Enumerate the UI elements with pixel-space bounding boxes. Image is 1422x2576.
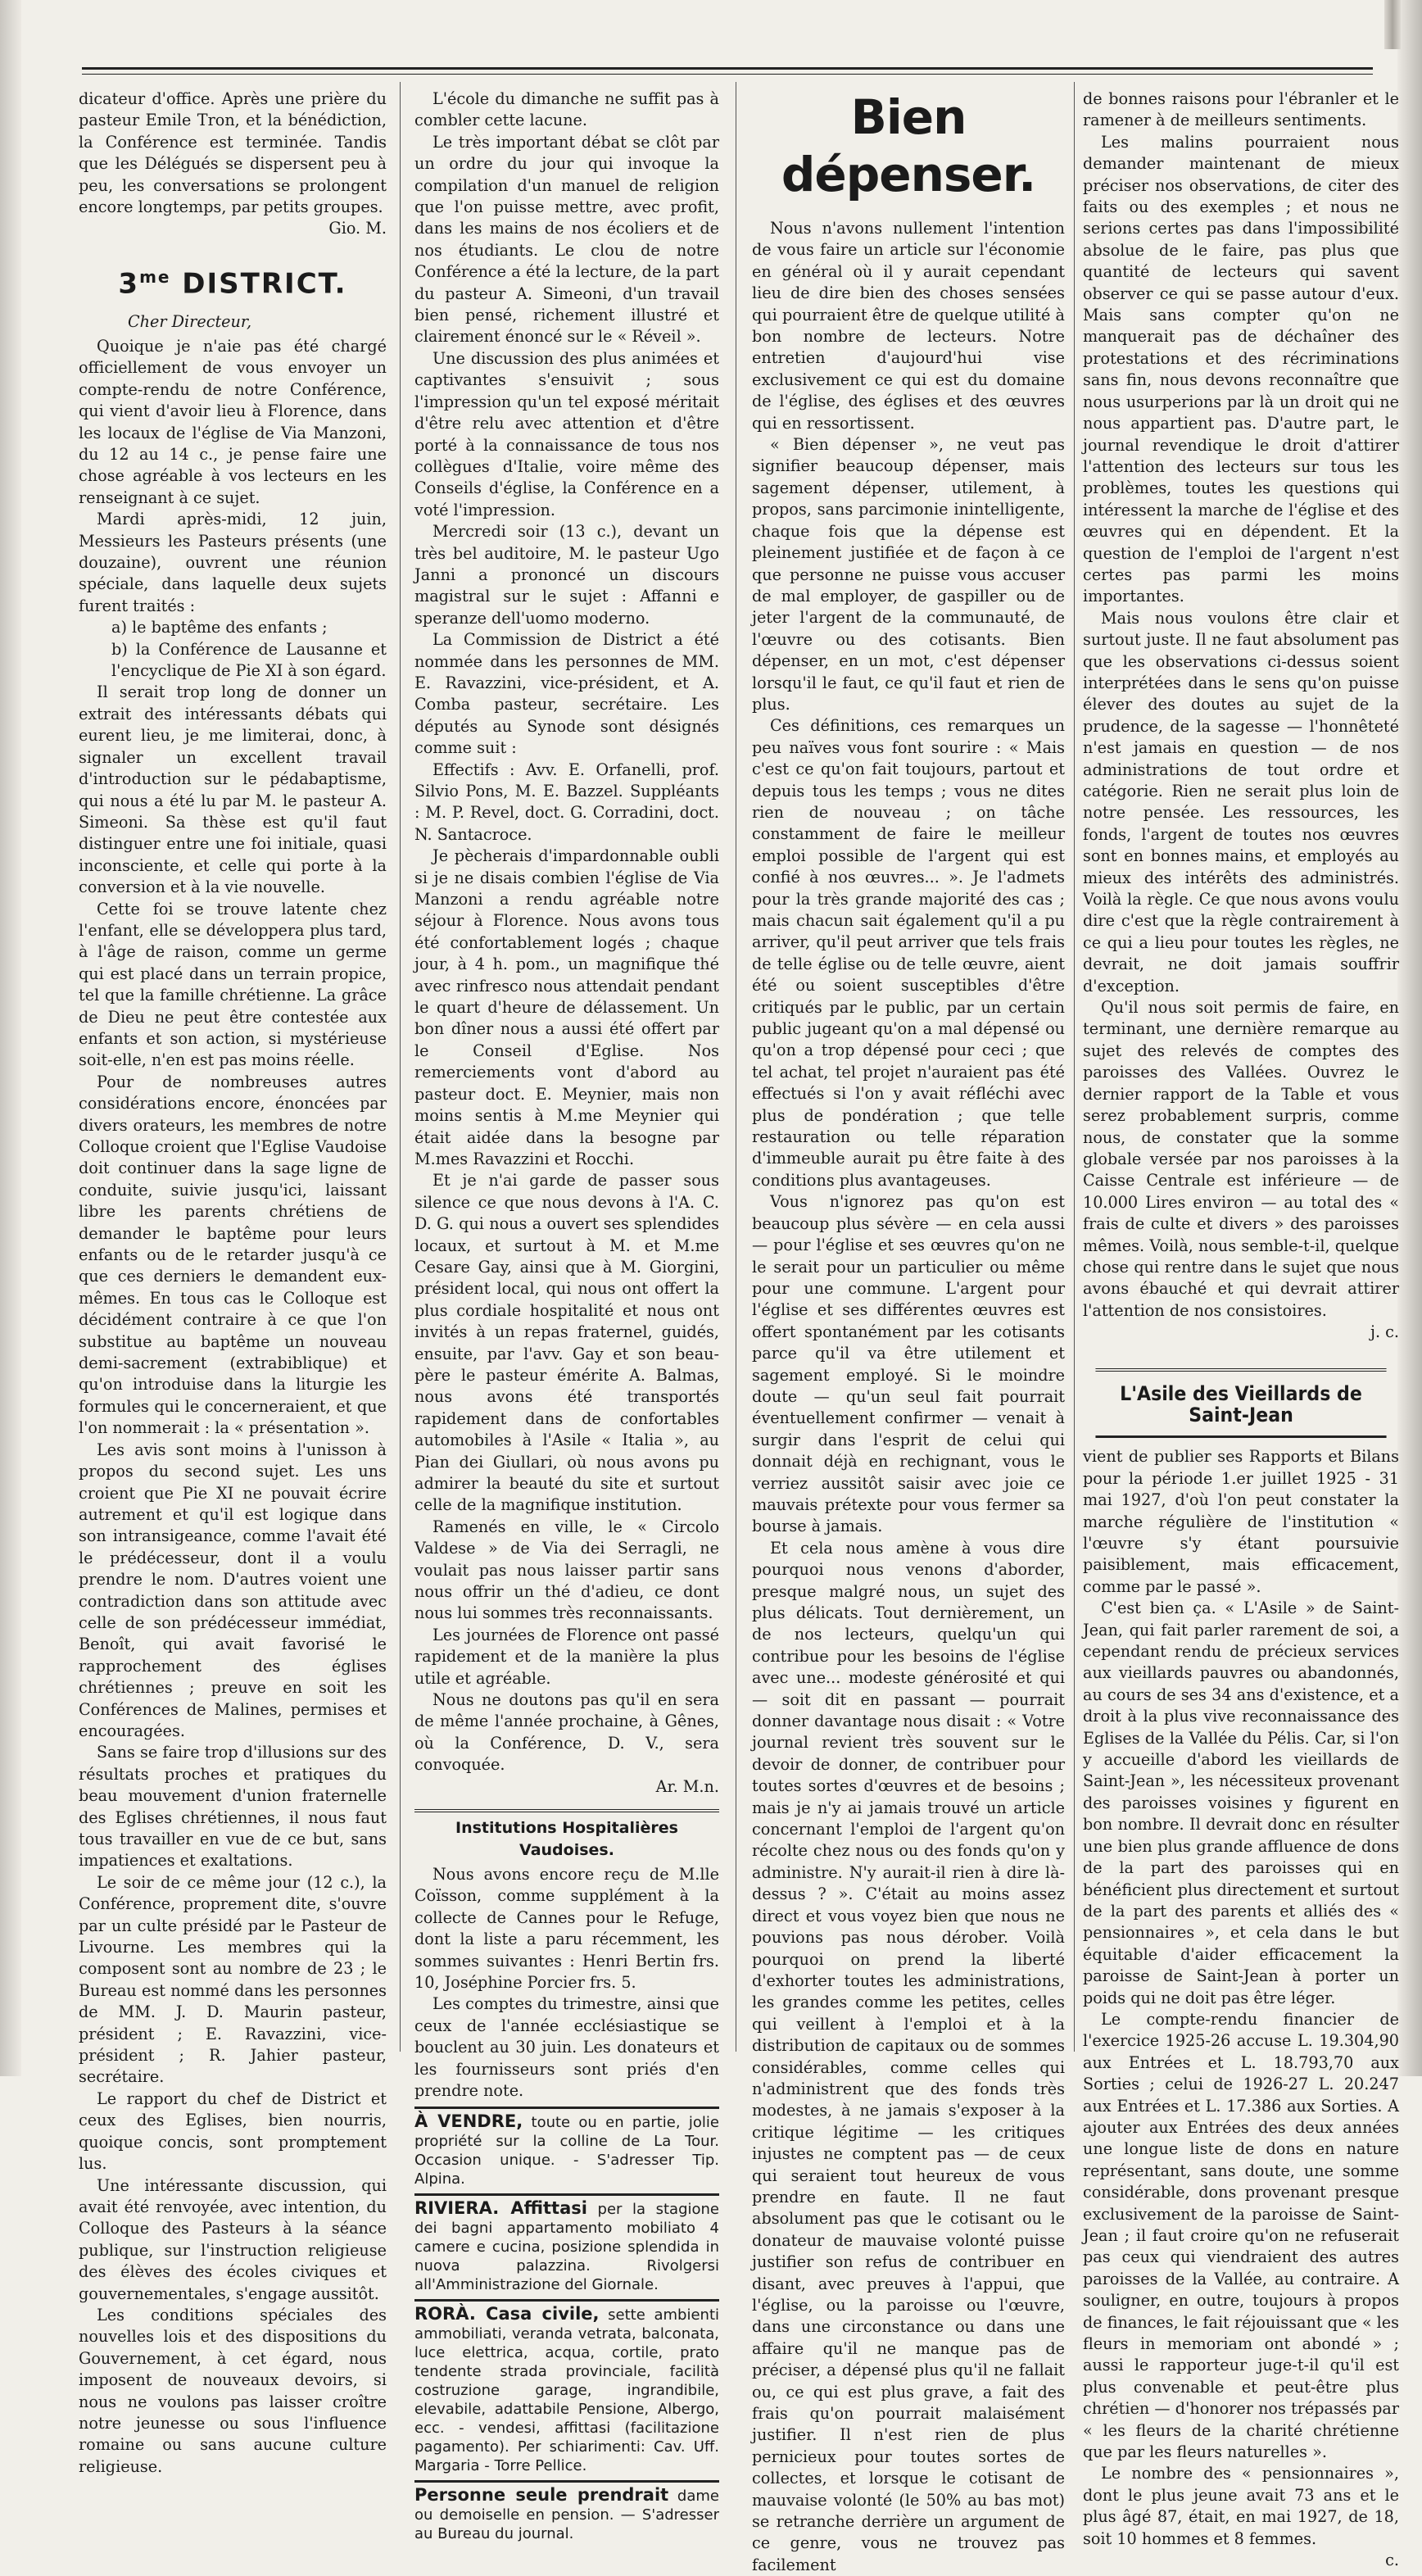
section-title: $3^{me}$ DISTRICT.	[118, 266, 347, 301]
paragraph: dicateur d'office. Après une prière du pasteur Emile Tron, et la bénédiction, la Conférence est terminée. Tandis que les Délégués se dispersent peu à peu, les conversations se prolongent encore longtemps, par petits groupes.	[79, 89, 387, 217]
paragraph: Sans se faire trop d'illusions sur des résultats proches et pratiques du beau mouvement d'union fraternelle des Eglises chrétiennes, il nous faut tous travailler en vue de ce but, sans impatiences et exaltations.	[79, 1743, 387, 1871]
paragraph: Une discussion des plus animées et captivantes s'ensuivit ; sous l'impression qu'un tel exposé méritait d'être relu avec attention et d'être porté à la connaissance de tous nos collègues d'Italie, voire même des Conseils d'église, la Conférence en a voté l'impression.	[414, 348, 719, 519]
signature: c.	[1385, 2551, 1399, 2570]
ad-heading: RIVIERA. Affittasi	[414, 2198, 587, 2219]
institutions-notice	[414, 1809, 719, 2102]
paragraph: Une intéressante discussion, qui avait été renvoyée, avec intention, du Colloque des Pasteurs à la séance publique, sur l'instruction religieuse des élèves des écoles civiques et gouvernementales, s'engage aussitôt.	[79, 2175, 387, 2303]
paragraph: Ramenés en ville, le « Circolo Valdese » de Via dei Serragli, ne voulait pas nous laisser partir sans nous offrir un thé d'adieu, ce dont nous lui sommes très reconnaissants.	[414, 1517, 719, 1623]
column-1	[79, 88, 387, 2478]
paragraph: Mercredi soir (13 c.), devant un très bel auditoire, M. le pasteur Ugo Janni a prononcé un discours magistral sur le sujet : Affanni e speranze dell'uomo moderno.	[414, 522, 719, 628]
paragraph: Et cela nous amène à vous dire pourquoi nous venons d'aborder, presque malgré nous, un sujet des plus délicats. Tout dernièrement, un de nos lecteurs, quelqu'un qui contribue pour les besoins de l'église avec une... modeste générosité et qui — soit dit en passant — pourrait donner davantage nous disait : « Votre journal revient très souvent sur le devoir de donner, de contribuer pour toutes sortes d'œuvres et de besoins ; mais je n'y ai jamais trouvé un article concernant l'emploi de l'argent qu'on récolte chez nous ou des fonds qu'on y administre. N'y aurait-il rien à dire là-dessus ? ». C'était au moins assez direct et vous voyez bien que nous ne pouvions pas nous dérober. Voilà pourquoi on prend la liberté d'exhorter toutes les administrations, les grandes comme les petites, celles qui veillent à l'emploi et à la distribution de capitaux ou de sommes considérables, comme celles qui n'administrent que des fonds très modestes, à ne jamais s'exposer à la critique légitime — les critiques injustes ne comptent pas — de ceux qui seraient tout heureux de vous prendre en faute. Il ne faut absolument pas que le cotisant ou le donateur de mauvaise volonté puisse justifier son refus de contribuer en disant, avec preuves à l'appui, que l'église, ou la paroisse ou l'œuvre, dans une circonstance ou dans une affaire qu'il ne manque pas de préciser, a dépensé plus qu'il ne fallait ou, ce qui est plus grave, a fait des frais qu'on pourrait malaisément justifier. Il n'est rien de plus pernicieux pour toutes sortes de collectes, et lorsque le cotisant de mauvaise volonté (le 50% au bas mot) se retranche derrière un argument de ce genre, vous ne trouvez pas facilement	[752, 1538, 1065, 2574]
greeting: Cher Directeur,	[128, 311, 252, 331]
paragraph: Les avis sont moins à l'unisson à propos du second sujet. Les uns croient que Pie XI ne pouvait écrire autrement et qu'il est logique dans son intransigeance, comme l'avait été le prédécesseur, dont il a voulu prendre le nom. D'autres voient une contradiction dans son attitude avec celle de son prédécesseur immédiat, Benoît, qui avait favorisé le rapprochement des églises chrétiennes ; preuve en soit les Conférences de Malines, permises et encouragées.	[79, 1440, 387, 1740]
column-3	[752, 88, 1065, 2576]
classified-ad	[414, 2107, 719, 2188]
asile-title: L'Asile des Vieillards de Saint-Jean	[1095, 1368, 1386, 1439]
classified-ad	[414, 2480, 719, 2543]
header-rule	[82, 67, 1373, 70]
column-2	[414, 88, 719, 2543]
paragraph: Les journées de Florence ont passé rapidement et de la manière la plus utile et agréable.	[414, 1625, 719, 1688]
ad-heading: À VENDRE,	[414, 2111, 523, 2132]
ad-text: toute ou en partie, jolie propriété sur la colline de La Tour. Occasion unique. - S'adresser Tip. Alpina.	[414, 2114, 719, 2188]
paragraph: Qu'il nous soit permis de faire, en terminant, une dernière remarque au sujet des relevés de comptes des paroisses des Vallées. Ouvrez le dernier rapport de la Table et vous serez probablement surpris, comme nous, de constater que la somme globale versée par nos paroisses à la Caisse Centrale est inférieure — de 10.000 Lires environ — au total des « frais de culte et divers » des paroisses mêmes. Voilà, nous semble-t-il, quelque chose qui rentre dans le sujet que nous avons ébauché et qui devrait attirer l'attention de nos consistoires.	[1083, 998, 1399, 1320]
notice-title: Institutions Hospitalières Vaudoises.	[455, 1819, 678, 1859]
signature: Ar. M.n.	[655, 1776, 719, 1796]
list-item: a) le baptême des enfants ;	[111, 618, 328, 637]
ad-text: sette ambienti ammobiliati, veranda vetrata, balconata, luce elettrica, acqua, cortile, prato tendente strada provinciale, facilità costruzione garage, ingrandibile, elevabile, adattabile Pensione, Albergo, ecc. - vendesi, affittasi (facilitazione pagamento). Per schiarimenti: Cav. Uff. Margaria - Torre Pellice.	[414, 2306, 719, 2475]
ad-heading: RORÀ. Casa civile,	[414, 2304, 600, 2324]
paragraph: « Bien dépenser », ne veut pas signifier beaucoup dépenser, mais sagement dépenser, utilement, à propos, sans parcimonie inintelligente, chaque fois que la dépense est pleinement justifiée et de façon à ce que personne ne puisse vous accuser de mal employer, de gaspiller ou de jeter l'argent de la communauté, de l'œuvre ou des cotisants. Bien dépenser, en un mot, c'est dépenser lorsqu'il le faut, ce qu'il faut et rien de plus.	[752, 435, 1065, 714]
header-rule-thin	[82, 74, 1373, 75]
paragraph: Nous ne doutons pas qu'il en sera de même l'année prochaine, à Gênes, où la Conférence, D. V., sera convoquée.	[414, 1690, 719, 1775]
paragraph: Nous avons encore reçu de M.lle Coïsson, comme supplément à la collecte de Cannes pour le Refuge, dont la liste a paru récemment, les sommes suivantes : Henri Bertin frs. 10, Joséphine Porcier frs. 5.	[414, 1864, 719, 1992]
paragraph: Vous n'ignorez pas qu'on est beaucoup plus sévère — en cela aussi — pour l'église et ses œuvres qu'on ne le serait pour un particulier ou même pour une commune. L'argent pour l'église et ses différentes œuvres est offert spontanément par les cotisants parce qu'il va être utilement et sagement employé. Si le moindre doute — qu'un seul fait pourrait éventuellement confirmer — venait à surgir dans l'esprit de celui qui donnait déjà en rechignant, vous le verriez aussitôt saisir avec joie ce mauvais prétexte pour vous fermer sa bourse à jamais.	[752, 1192, 1065, 1536]
paragraph: Les malins pourraient nous demander maintenant de mieux préciser nos observations, de citer des faits ou des exemples ; et nous ne serions certes pas dans l'impossibilité absolue de le faire, pas plus que quantité de lecteurs qui savent observer ce qui se passe autour d'eux. Mais sans compter qu'on ne manquerait pas de déchaîner des protestations et des récriminations sans fin, nous devons reconnaître que nous usurperions par là un droit qui ne nous appartient pas. D'autre part, le journal revendique le droit d'attirer l'attention des lecteurs sur tous les problèmes, toutes les questions qui intéressent la marche de l'église et des œuvres qui en dépendent. Et la question de l'emploi de l'argent n'est certes pas parmi les moins importantes.	[1083, 132, 1399, 606]
paragraph: Ces définitions, ces remarques un peu naïves vous font sourire : « Mais c'est ce qu'on fait toujours, partout et depuis tous les temps ; vous ne dites rien de nouveau ; on tâche constamment de faire le meilleur emploi possible de l'argent qui est confié à nos œuvres... ». Je l'admets pour la très grande majorité des cas ; mais chacun sait également qu'il a pu arriver, qu'il peut arriver que tels frais de telle église ou de telle œuvre, aient été ou soient susceptibles d'être critiqués par le public, par un certain public jugeant qu'on a mal dépensé ou qu'on a trop dépensé pour ceci ; que tel achat, tel projet n'auraient pas été effectués si l'on y avait réfléchi avec plus de pondération ; que telle restauration ou telle réparation d'immeuble aurait pu être faite à des conditions plus avantageuses.	[752, 716, 1065, 1190]
paragraph: Les conditions spéciales des nouvelles lois et des dispositions du Gouvernement, à cet égard, nous imposent de nouveaux devoirs, si nous ne voulons pas laisser croître notre jeunesse ou sous l'influence romaine ou sans aucune culture religieuse.	[79, 2305, 387, 2476]
paragraph: Mardi après-midi, 12 juin, Messieurs les Pasteurs présents (une douzaine), ouvrent une réunion spéciale, dans laquelle deux sujets furent traités :	[79, 510, 387, 615]
list-item: b) la Conférence de Lausanne et l'encyclique de Pie XI à son égard.	[111, 639, 387, 681]
paragraph: Le compte-rendu financier de l'exercice 1925-26 accuse L. 19.304,90 aux Entrées et L. 18.793,70 aux Sorties ; celui de 1926-27 L. 20.247 aux Entrées et L. 17.386 aux Sorties. A ajouter aux Entrées des deux années une longue liste de dons en nature représentant, sans doute, une somme considérable, dons provenant presque exclusivement de la paroisse de Saint-Jean ; il faut croire qu'on ne refuserait pas ceux qui viendraient des autres paroisses de la Vallée, au contraire. A souligner, en outre, toujours à propos de finances, le fait réjouissant que « les fleurs in memoriam ont abondé » ; aussi le rapporteur juge-t-il qu'il est plus convenable et peut-être plus chrétien — d'honorer nos trépassés par « les fleurs de la charité chrétienne que par les fleurs naturelles ».	[1083, 2009, 1400, 2462]
paragraph: Il serait trop long de donner un extrait des intéressants débats qui eurent lieu, je me limiterai, donc, à signaler un excellent travail d'introduction sur le pédabaptisme, qui nous a été lu par M. le pasteur A. Simeoni. Sa thèse est qu'il faut distinguer entre une foi initiale, quasi inconsciente, et celle qui porte à la conversion et à la vie nouvelle.	[79, 683, 387, 897]
paragraph: Les comptes du trimestre, ainsi que ceux de l'année ecclésiastique se bouclent au 30 juin. Les donateurs et les fournisseurs sont priés d'en prendre note.	[414, 1994, 719, 2100]
paragraph: Nous n'avons nullement l'intention de vous faire un article sur l'économie en général où il y aurait cependant lieu de dire bien des choses sensées qui pourraient être de quelque utilité à bon nombre de lecteurs. Notre entretien d'aujourd'hui vise exclusivement ce qui est du domaine de l'église, des églises et des œuvres qui en ressortissent.	[752, 219, 1065, 433]
paragraph: Et je n'ai garde de passer sous silence ce que nous devons à l'A. C. D. G. qui nous a ouvert ses splendides locaux, et surtout à M. et M.me Cesare Gay, ainsi que à M. Giorgini, président local, qui nous ont offert la plus cordiale hospitalité et nous ont invités à un repas fraternel, guidés, ensuite, par l'avv. Gay et son beau-père le pasteur émérite A. Balmas, nous avons été transportés rapidement dans de confortables automobiles à l'Asile « Italia », au Pian dei Giullari, où nous avons pu admirer la beauté du site et surtout celle de la magnifique institution.	[414, 1171, 719, 1515]
page-fold	[1384, 0, 1401, 49]
paragraph: Effectifs : Avv. E. Orfanelli, prof. Silvio Pons, M. E. Bazzel. Suppléants : M. P. Revel, doct. G. Corradini, doct. N. Santacroce.	[414, 760, 719, 844]
classified-ad	[414, 2193, 719, 2294]
ad-heading: Personne seule prendrait	[414, 2485, 669, 2506]
paragraph: Le très important débat se clôt par un ordre du jour qui invoque la compilation d'un manuel de religion que l'on puisse mettre, avec profit, dans les mains de nos écoliers et de nos étudiants. Le clou de notre Conférence a été la lecture, de la part du pasteur A. Simeoni, d'un travail bien pensé, richement illustré et clairement énoncé sur le « Réveil ».	[414, 132, 719, 347]
paragraph: Mais nous voulons être clair et surtout juste. Il ne faut absolument pas que les observations ci-dessus soient interprétées dans le sens qu'on puisse élever des doutes au sujet de la prudence, de la sagesse — l'honnêteté n'est jamais en question — de nos administrations de tout ordre et catégorie. Rien ne serait plus loin de notre pensée. Les ressources, les fonds, l'argent de toutes nos œuvres sont en bonnes mains, et employés au mieux des intérêts des administrés. Voilà la règle. Ce que nous avons voulu dire c'est que la règle contrairement à ce qui a lieu pour toutes les règles, ne devrait, ne doit jamais souffrir d'exception.	[1083, 608, 1399, 995]
paragraph: Le soir de ce même jour (12 c.), la Conférence, proprement dite, s'ouvre par un culte présidé par le Pasteur de Livourne. Les membres qui la composent sont au nombre de 23 ; le Bureau est nommé dans les personnes de MM. J. D. Maurin pasteur, président ; E. Ravazzini, vice-président ; R. Jahier pasteur, secrétaire.	[79, 1872, 387, 2087]
paragraph: vient de publier ses Rapports et Bilans pour la période 1.er juillet 1925 - 31 mai 1927, d'où l'on peut constater la marche régulière de l'institution « l'œuvre s'y étant poursuivie paisiblement, mais efficacement, comme par le passé ».	[1083, 1447, 1399, 1596]
paragraph: La Commission de District a été nommée dans les personnes de MM. E. Ravazzini, vice-président, et A. Comba pasteur, secrétaire. Les députés au Synode sont désignés comme suit :	[414, 630, 719, 758]
paragraph: Quoique je n'aie pas été chargé officiellement de vous envoyer un compte-rendu de notre Conférence, qui vient d'avoir lieu à Florence, dans les locaux de l'église de Via Manzoni, du 12 au 14 c., je pense faire une chose agréable à vos lecteurs en les renseignant à ce sujet.	[79, 336, 387, 507]
ad-text: per la stagione dei bagni appartamento mobiliato 4 camere e cucina, posizione splendida in nuova palazzina. Rivolgersi all'Amministrazione del Giornale.	[414, 2201, 719, 2294]
column-divider	[1074, 82, 1075, 2052]
column-4	[1083, 88, 1399, 2572]
column-divider	[400, 82, 401, 2052]
paragraph: Le nombre des « pensionnaires », dont le plus jeune avait 73 ans et le plus âgé 87, était, en mai 1927, de 18, soit 10 hommes et 8 femmes.	[1083, 2464, 1399, 2548]
paragraph: de bonnes raisons pour l'ébranler et le ramener à de meilleurs sentiments.	[1083, 89, 1399, 130]
paragraph: Pour de nombreuses autres considérations encore, énoncées par divers orateurs, les membres de notre Colloque croient que l'Eglise Vaudoise doit continuer dans la sage ligne de conduite, suivie jusqu'ici, laissant libre les parents chrétiens de demander le baptême pour leurs enfants ou de le retarder jusqu'à ce que ces derniers le demandent eux-mêmes. En tous cas le Colloque est décidément contraire à ce que l'on substitue au baptême un nouveau demi-sacrement (extrabiblique) et qu'on introduise dans la liturgie les formules qui le concerneraient, et que l'on nommerait : la « présentation ».	[79, 1072, 387, 1438]
paragraph: L'école du dimanche ne suffit pas à combler cette lacune.	[414, 89, 719, 130]
paragraph: C'est bien ça. « L'Asile » de Saint-Jean, qui fait parler rarement de soi, a cependant rendu de précieux services aux vieillards pauvres ou abandonnés, au cours de ses 34 ans d'existence, et a droit à la plus vive reconnaissance des Eglises de la Vallée du Pélis. Car, si l'on y accueille d'abord les vieillards de Saint-Jean », les nécessiteux provenant des paroisses voisines y figurent en bon nombre. Il devrait donc en résulter une bien plus grande affluence de dons de la part des paroisses qui en bénéficient plus directement et surtout de la part des parents et alliés des « pensionnaires », et cela dans le but équitable d'aider efficacement la paroisse de Saint-Jean à porter un poids qui ne doit pas être léger.	[1083, 1599, 1399, 2007]
signature: j. c.	[1370, 1322, 1399, 1342]
paragraph: Le rapport du chef de District et ceux des Eglises, bien nourris, quoique concis, sont promptement lus.	[79, 2088, 387, 2174]
paragraph: Je pècherais d'impardonnable oubli si je ne disais combien l'église de Via Manzoni a rendu agréable notre séjour à Florence. Nous avons tous été confortablement logés ; chaque jour, à 4 h. pom., un magnifique thé avec rinfresco nous attendait pendant le quart d'heure de délassement. Un bon dîner nous a aussi été offert par le Conseil d'Eglise. Nos remerciements vont d'abord au pasteur doct. E. Meynier, mais non moins sentis à M.me Meynier qui était aidée dans la besogne par M.mes Ravazzini et Rocchi.	[414, 846, 719, 1168]
article-title: Bien dépenser.	[781, 89, 1036, 202]
paragraph: Cette foi se trouve latente chez l'enfant, elle se développera plus tard, à l'âge de raison, comme un germe qui est placé dans un terrain propice, tel que la famille chrétienne. La grâce de Dieu ne peut être contestée aux enfants et son action, si mystérieuse soit-elle, n'en est pas moins réelle.	[79, 899, 387, 1070]
ad-text: dame ou demoiselle en pension. — S'adresser au Bureau du journal.	[414, 2488, 719, 2543]
signature: Gio. M.	[328, 219, 387, 238]
classified-ad	[414, 2299, 719, 2475]
page-edge-left	[0, 0, 21, 2076]
page-edge-right	[1397, 0, 1422, 2076]
